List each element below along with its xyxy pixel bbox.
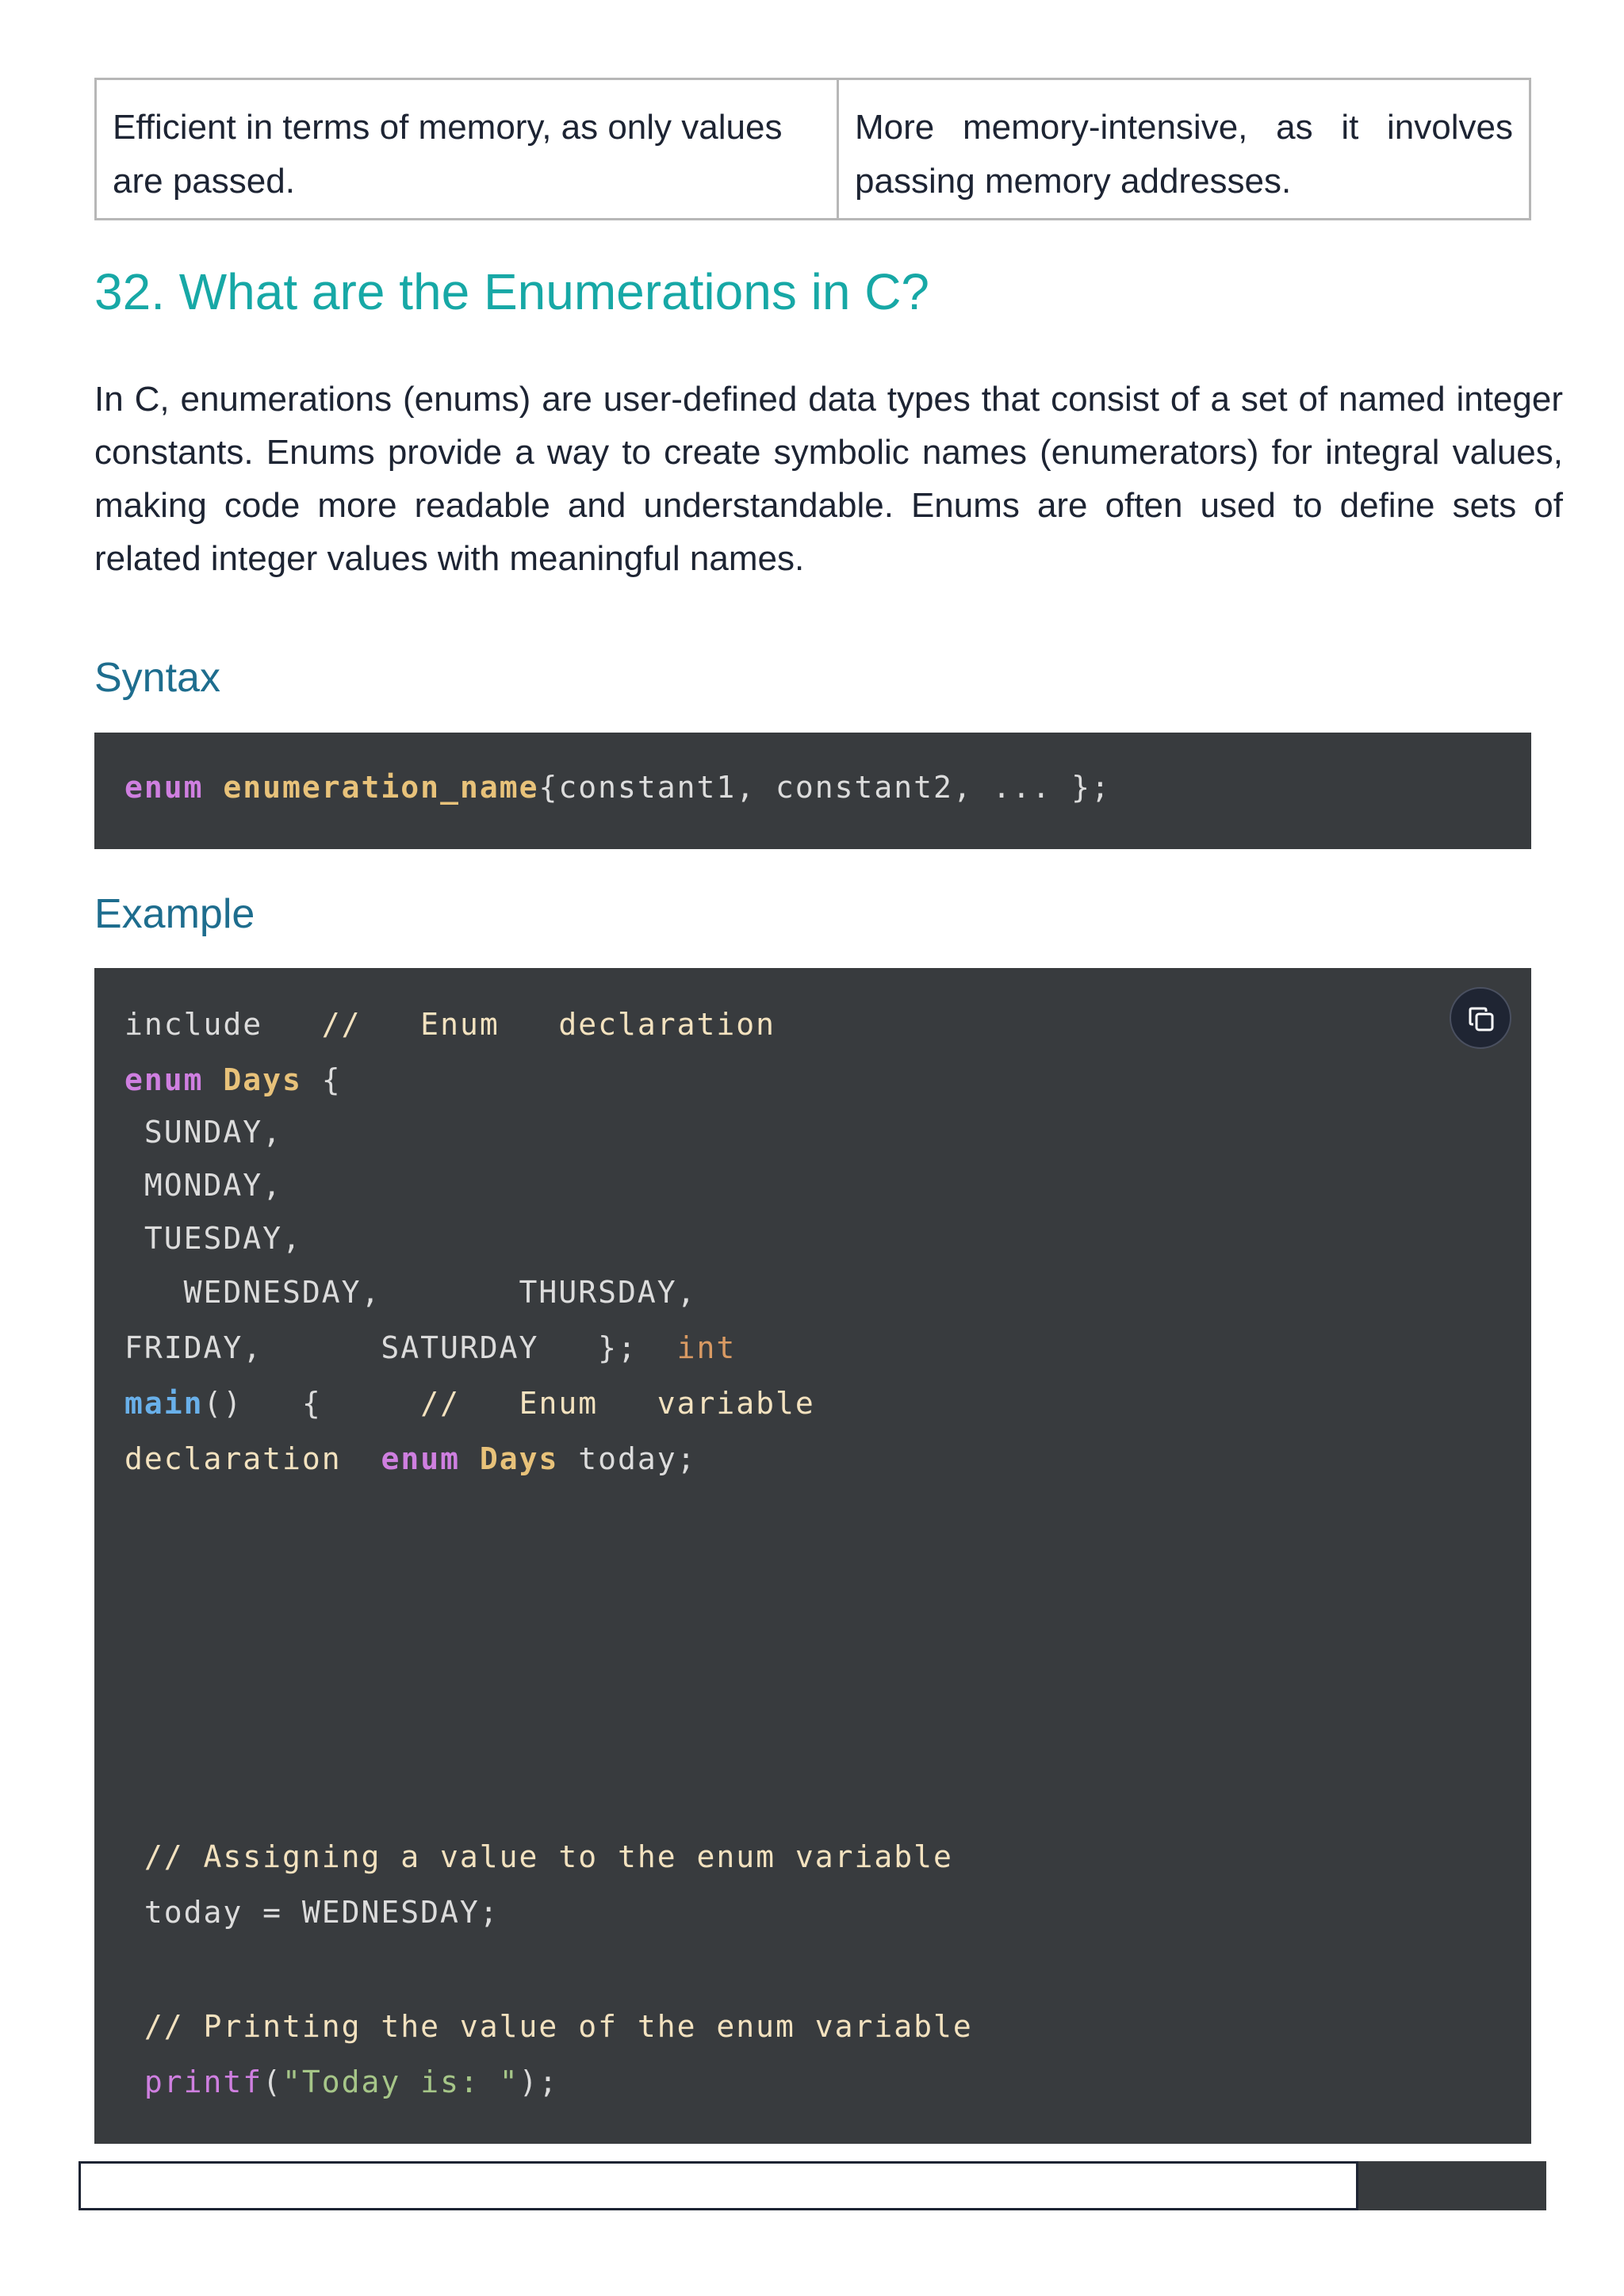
example-code-block [94, 968, 1531, 2144]
code-text: ); [519, 2064, 559, 2099]
code-keyword: enum [124, 1062, 204, 1097]
code-text: FRIDAY, SATURDAY }; [124, 1330, 677, 1365]
syntax-code-line [124, 767, 1111, 807]
code-keyword: enum [124, 770, 204, 805]
code-line-8 [124, 1383, 815, 1423]
section-heading: 32. What are the Enumerations in C? [94, 263, 929, 320]
code-type-name: Days [223, 1062, 302, 1097]
code-line-13 [124, 2062, 558, 2102]
table-cell-right: More memory-intensive, as it involves passing memory addresses. [838, 79, 1530, 220]
syntax-heading: Syntax [94, 655, 220, 701]
code-line-1 [124, 1004, 776, 1044]
code-text: { [301, 1062, 342, 1097]
code-line-7 [124, 1328, 736, 1368]
comparison-table [94, 78, 1531, 220]
code-type-name: Days [479, 1441, 559, 1476]
code-line-6: WEDNESDAY, THURSDAY, [124, 1275, 697, 1310]
code-comment: // Enum declaration [321, 1007, 776, 1042]
code-text: today; [558, 1441, 697, 1476]
bottom-bar-block [1358, 2161, 1546, 2210]
code-line-12: // Printing the value of the enum variable [124, 2009, 973, 2044]
code-function-name: printf [124, 2064, 263, 2099]
code-line-11: today = WEDNESDAY; [124, 1895, 500, 1930]
intro-paragraph: In C, enumerations (enums) are user-defined data types that consist of a set of named integer constants. Enums provide a way to create symbolic names (enumerators) for integral values, making code more readable and understandable. Enums are often used to define sets of related integer values with meaningful names. [94, 380, 1563, 578]
syntax-code-block [94, 733, 1531, 849]
table-cell-left: Efficient in terms of memory, as only values are passed. [96, 79, 838, 220]
code-comment: declaration [124, 1441, 342, 1476]
code-comment: // Enum variable [420, 1386, 815, 1421]
code-line-5: TUESDAY, [124, 1221, 302, 1256]
code-string: "Today is: " [282, 2064, 519, 2099]
code-type-keyword: int [676, 1330, 737, 1365]
code-type-name: enumeration_name [223, 770, 539, 805]
bottom-bar [79, 2161, 1358, 2210]
code-line-3: SUNDAY, [124, 1115, 283, 1150]
code-line-2 [124, 1060, 342, 1100]
code-line-10: // Assigning a value to the enum variable [124, 1839, 953, 1874]
code-text: {constant1, constant2, ... }; [538, 770, 1111, 805]
code-line-4: MONDAY, [124, 1168, 283, 1203]
copy-icon [1467, 1004, 1497, 1035]
copy-code-button[interactable] [1450, 987, 1511, 1049]
code-function-name: main [124, 1386, 204, 1421]
table-row [96, 79, 1530, 220]
code-text: ( [262, 2064, 283, 2099]
code-text: () { [203, 1386, 421, 1421]
code-text: include [124, 1007, 263, 1042]
code-keyword: enum [381, 1441, 460, 1476]
code-line-9 [124, 1439, 697, 1479]
example-heading: Example [94, 891, 255, 937]
